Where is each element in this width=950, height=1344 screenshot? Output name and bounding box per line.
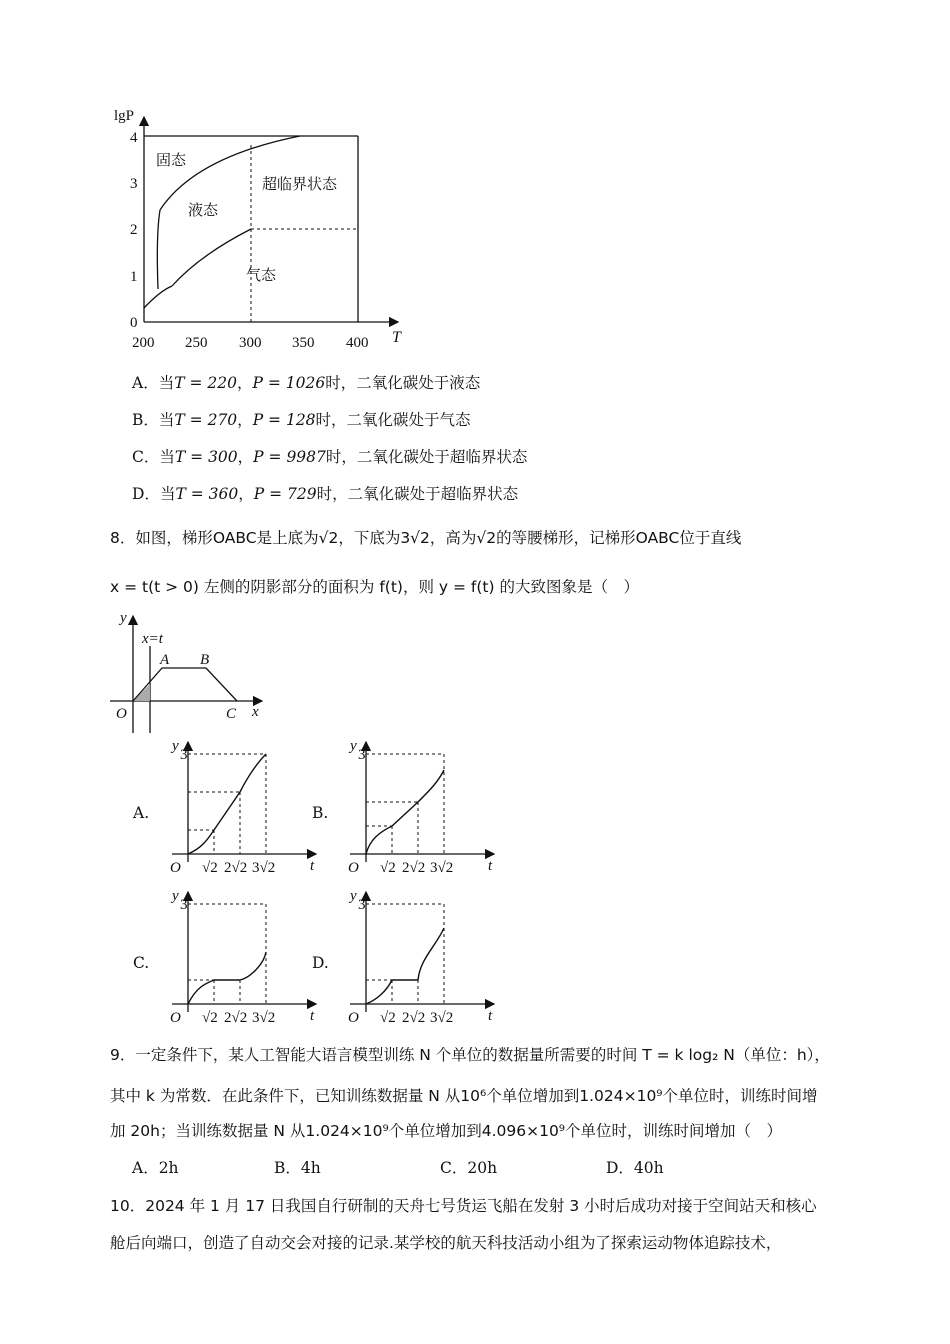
y-tick-label: 4 bbox=[130, 130, 138, 146]
sublimation-curve bbox=[144, 286, 172, 308]
graph-t-label: t bbox=[310, 858, 315, 874]
q10-line2: 舱后向端口，创造了自动交会对接的记录.某学校的航天科技活动小组为了探索运动物体追踪技术， bbox=[110, 1234, 782, 1252]
f-curve bbox=[366, 770, 444, 854]
q9-line2: 其中 k 为常数．在此条件下，已知训练数据量 N 从10⁶个单位增加到1.024×10⁹个单位时，训练时间增 bbox=[110, 1087, 818, 1105]
f-curve bbox=[366, 928, 444, 1004]
graph-tick-r1: √2 bbox=[380, 860, 396, 876]
supercritical-label: 超临界状态 bbox=[262, 175, 338, 193]
x-tick-label: 200 bbox=[132, 335, 155, 351]
graph-t-label: t bbox=[488, 1008, 493, 1024]
q8-option-c-label: C. bbox=[133, 954, 150, 972]
y-axis-title: lgP bbox=[114, 108, 135, 124]
graph-origin: O bbox=[170, 860, 181, 876]
q9-option-c: C．20h bbox=[440, 1159, 498, 1177]
graph-y-label: y bbox=[350, 738, 357, 754]
q8-option-d-label: D. bbox=[312, 954, 329, 972]
graph-tick-3: 3 bbox=[180, 897, 188, 913]
svg-text:y: y bbox=[120, 610, 127, 626]
svg-text:A: A bbox=[160, 652, 170, 668]
x-tick-label: 300 bbox=[239, 335, 262, 351]
melting-curve bbox=[157, 210, 160, 289]
phase-diagram bbox=[100, 95, 420, 357]
svg-text:O: O bbox=[116, 706, 127, 722]
graph-tick-3: 3 bbox=[180, 747, 188, 763]
q8-line1: 8．如图，梯形OABC是上底为√2，下底为3√2，高为√2的等腰梯形，记梯形OABC位于直线 bbox=[110, 529, 742, 547]
q9-option-d: D．40h bbox=[606, 1159, 664, 1177]
graph-y-label: y bbox=[172, 888, 179, 904]
q9-line1: 9．一定条件下，某人工智能大语言模型训练 N 个单位的数据量所需要的时间 T = k log₂ N（单位：h）， bbox=[110, 1046, 830, 1064]
y-tick-label: 2 bbox=[130, 222, 138, 238]
q7-option-c: C．当T = 300，P = 9987时，二氧化碳处于超临界状态 bbox=[132, 448, 528, 466]
liquid-label: 液态 bbox=[188, 201, 219, 219]
x-axis-title: T bbox=[392, 329, 401, 346]
q8-option-a-label: A. bbox=[133, 804, 150, 822]
q8-graph-a bbox=[160, 732, 320, 882]
graph-tick-3: 3 bbox=[358, 747, 366, 763]
x-tick-label: 350 bbox=[292, 335, 315, 351]
graph-tick-r1: √2 bbox=[202, 1010, 218, 1026]
q8-line2: x = t(t > 0) 左侧的阴影部分的面积为 f(t)，则 y = f(t) 的大致图象是（ ） bbox=[110, 578, 639, 596]
graph-origin: O bbox=[170, 1010, 181, 1026]
svg-text:x: x bbox=[252, 704, 259, 720]
f-curve bbox=[188, 754, 266, 854]
svg-text:B: B bbox=[200, 652, 210, 668]
q7-option-b: B．当T = 270，P = 128时，二氧化碳处于气态 bbox=[132, 411, 471, 429]
solid-label: 固态 bbox=[156, 151, 187, 169]
graph-tick-r2: 2√2 bbox=[224, 860, 248, 876]
graph-tick-r3: 3√2 bbox=[430, 860, 454, 876]
x-tick-label: 250 bbox=[185, 335, 208, 351]
y-tick-label: 3 bbox=[130, 176, 138, 192]
svg-text:C: C bbox=[226, 706, 237, 722]
q8-option-b-label: B. bbox=[312, 804, 329, 822]
graph-t-label: t bbox=[488, 858, 493, 874]
upper-curve bbox=[160, 136, 300, 210]
trapezoid-figure bbox=[100, 608, 280, 738]
q7-option-d: D．当T = 360，P = 729时，二氧化碳处于超临界状态 bbox=[132, 485, 519, 503]
vaporization-curve bbox=[172, 229, 251, 286]
graph-tick-r2: 2√2 bbox=[224, 1010, 248, 1026]
y-tick-label: 0 bbox=[130, 315, 138, 331]
q9-option-b: B．4h bbox=[274, 1159, 321, 1177]
graph-tick-r1: √2 bbox=[202, 860, 218, 876]
graph-tick-r3: 3√2 bbox=[252, 860, 276, 876]
f-curve bbox=[188, 952, 266, 1004]
graph-origin: O bbox=[348, 860, 359, 876]
graph-tick-3: 3 bbox=[358, 897, 366, 913]
q8-graph-c bbox=[160, 882, 320, 1032]
y-tick-label: 1 bbox=[130, 269, 138, 285]
graph-tick-r3: 3√2 bbox=[252, 1010, 276, 1026]
q8-graph-d bbox=[338, 882, 498, 1032]
q8-graph-b bbox=[338, 732, 498, 882]
graph-tick-r3: 3√2 bbox=[430, 1010, 454, 1026]
graph-origin: O bbox=[348, 1010, 359, 1026]
graph-tick-r2: 2√2 bbox=[402, 860, 426, 876]
q10-line1: 10．2024 年 1 月 17 日我国自行研制的天舟七号货运飞船在发射 3 小时后成功对接于空间站天和核心 bbox=[110, 1197, 817, 1215]
q9-option-a: A．2h bbox=[132, 1159, 179, 1177]
x-tick-label: 400 bbox=[346, 335, 369, 351]
graph-y-label: y bbox=[350, 888, 357, 904]
graph-tick-r1: √2 bbox=[380, 1010, 396, 1026]
q7-option-a: A．当T = 220，P = 1026时，二氧化碳处于液态 bbox=[132, 374, 481, 392]
graph-tick-r2: 2√2 bbox=[402, 1010, 426, 1026]
gas-label: 气态 bbox=[246, 266, 277, 284]
graph-y-label: y bbox=[172, 738, 179, 754]
graph-t-label: t bbox=[310, 1008, 315, 1024]
q9-line3: 加 20h；当训练数据量 N 从1.024×10⁹个单位增加到4.096×10⁹个单位时，训练时间增加（ ） bbox=[110, 1122, 783, 1140]
svg-text:x=t: x=t bbox=[142, 631, 163, 647]
